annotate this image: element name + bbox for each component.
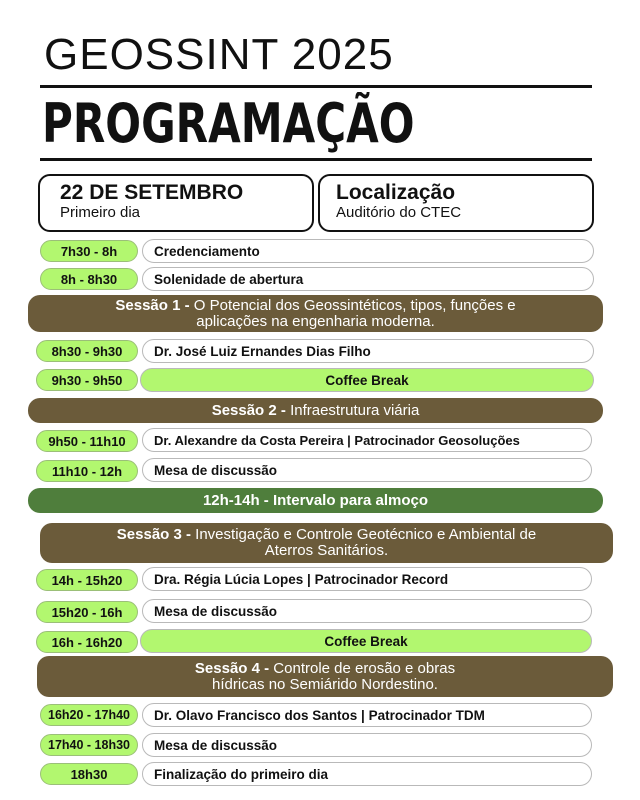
session-title-line2: aplicações na engenharia moderna. (196, 312, 435, 330)
date-text: 22 DE SETEMBRO (60, 181, 244, 204)
session-title-line1: Infraestrutura viária (290, 401, 420, 419)
session-label: Sessão 2 - (211, 401, 286, 419)
session-label: Sessão 3 - (116, 526, 191, 543)
session-label: Sessão 4 - (194, 659, 270, 677)
session-title-line2: Aterros Sanitários. (264, 542, 389, 559)
time-pill: 15h20 - 16h (36, 601, 138, 623)
schedule-item: Finalização do primeiro dia (142, 762, 592, 786)
schedule-item: Credenciamento (142, 239, 594, 263)
coffee-break: Coffee Break (140, 629, 592, 653)
schedule-item: Mesa de discussão (142, 458, 592, 482)
time-pill: 14h - 15h20 (36, 569, 138, 591)
time-pill: 16h - 16h20 (36, 631, 138, 653)
time-pill: 11h10 - 12h (36, 460, 138, 482)
date-box (38, 174, 314, 232)
day-text: Primeiro dia (60, 204, 141, 221)
divider-bottom (40, 158, 592, 161)
lunch-bar: 12h-14h - Intervalo para almoço (28, 488, 603, 513)
time-pill: 17h40 - 18h30 (40, 734, 138, 756)
location-box (318, 174, 594, 232)
time-pill: 16h20 - 17h40 (40, 704, 138, 726)
page-title: PROGRAMAÇÃO (42, 92, 415, 155)
session-title-line2: hídricas no Semiárido Nordestino. (212, 675, 438, 693)
schedule-item: Dra. Régia Lúcia Lopes | Patrocinador Record (142, 567, 592, 591)
time-pill: 9h30 - 9h50 (36, 369, 138, 391)
schedule-item: Solenidade de abertura (142, 267, 594, 291)
session-bar (40, 523, 613, 563)
divider-top (40, 85, 592, 88)
schedule-item: Mesa de discussão (142, 599, 592, 623)
coffee-break: Coffee Break (140, 368, 594, 392)
time-pill: 8h30 - 9h30 (36, 340, 138, 362)
schedule-item: Dr. Alexandre da Costa Pereira | Patrocinador Geosoluções (142, 428, 592, 452)
session-title-line1: Controle de erosão e obras (273, 659, 456, 677)
session-bar (28, 295, 603, 332)
session-bar (37, 656, 613, 697)
time-pill: 18h30 (40, 763, 138, 785)
session-label: Sessão 1 - (115, 296, 190, 314)
schedule-item: Dr. Olavo Francisco dos Santos | Patrocinador TDM (142, 703, 592, 727)
location-label: Localização (336, 181, 456, 204)
session-title-line1: O Potencial dos Geossintéticos, tipos, funções e (193, 296, 516, 314)
time-pill: 7h30 - 8h (40, 240, 138, 262)
time-pill: 8h - 8h30 (40, 268, 138, 290)
time-pill: 9h50 - 11h10 (36, 430, 138, 452)
event-title: GEOSSINT 2025 (44, 30, 394, 79)
session-title-line1: Investigação e Controle Geotécnico e Ambiental de (195, 526, 537, 543)
schedule-item: Dr. José Luiz Ernandes Dias Filho (142, 339, 594, 363)
location-place: Auditório do CTEC (336, 204, 462, 221)
schedule-item: Mesa de discussão (142, 733, 592, 757)
session-bar (28, 398, 603, 423)
